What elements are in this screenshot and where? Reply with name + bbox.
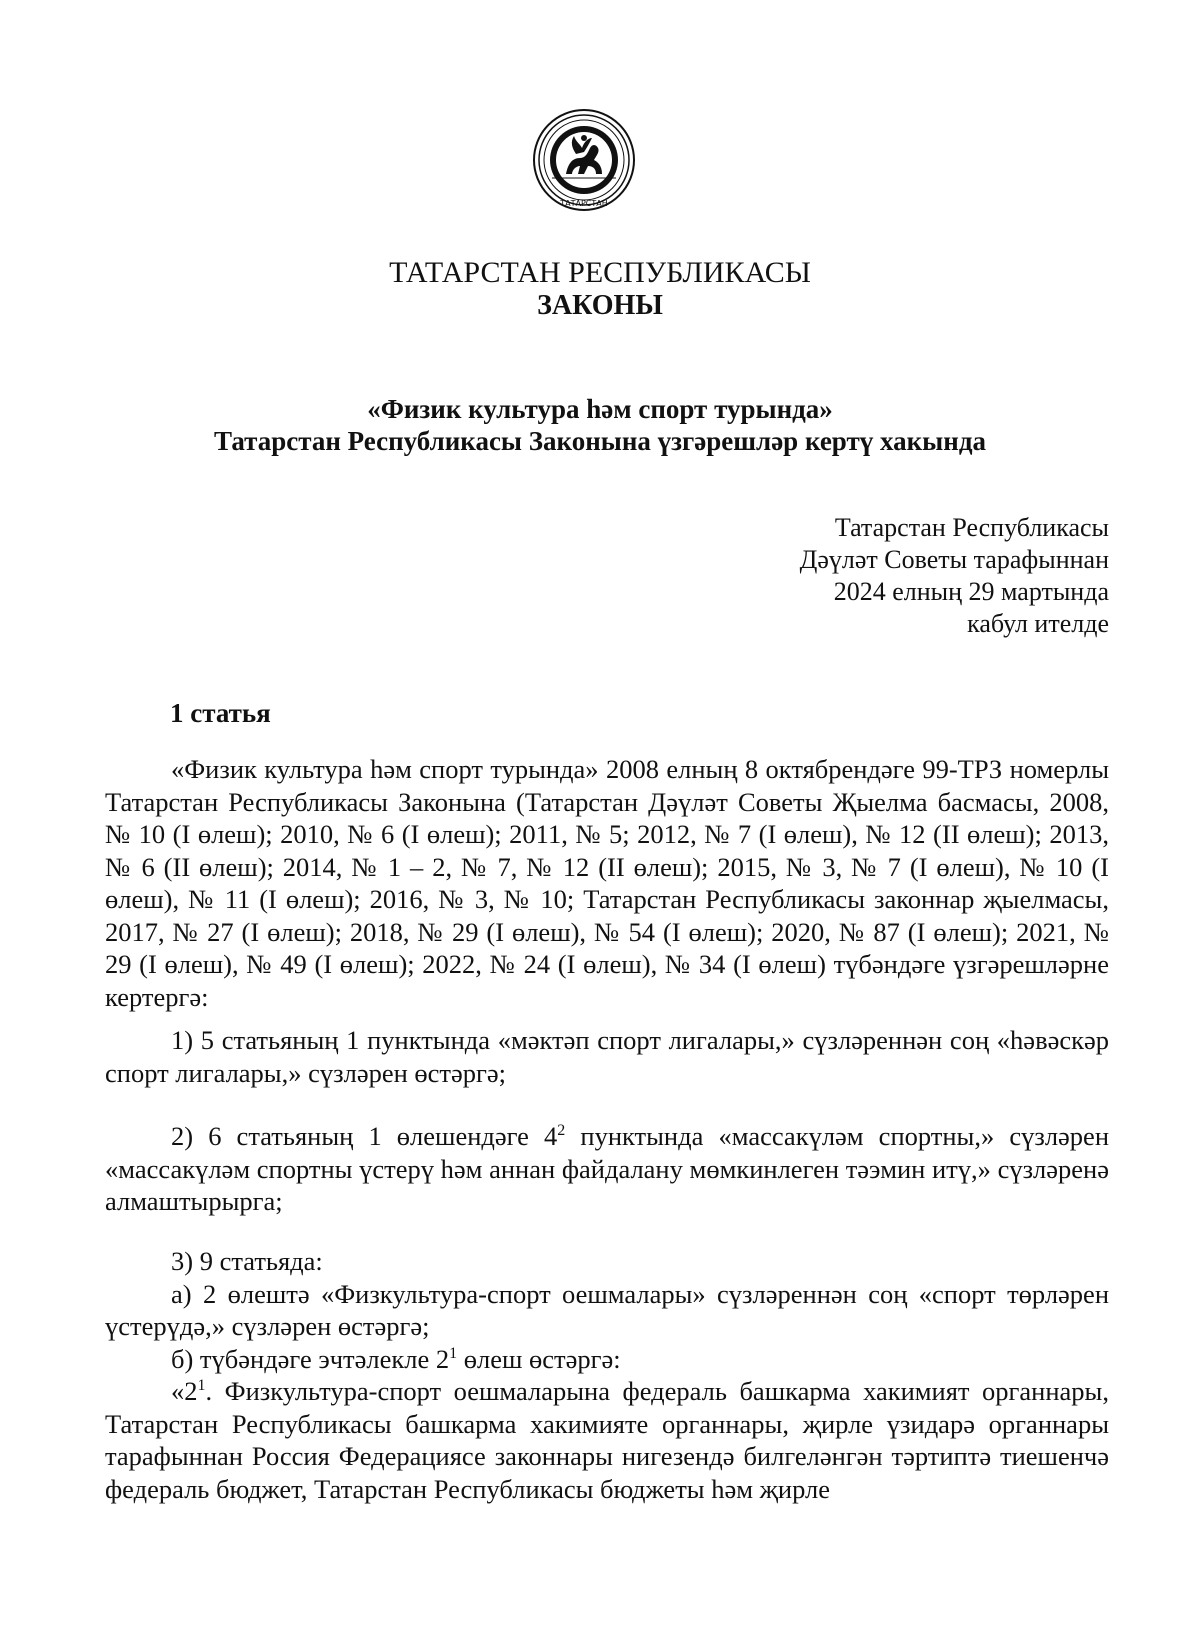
item3-heading: 3) 9 статьяда: [171,1246,323,1276]
item3-subitem-a: а) 2 өлештә «Физкультура-спорт оешмалары» сүзләреннән соң «спорт төрләрен үстерүдә,» сүзләрен өстәргә; [105,1278,1109,1341]
tatarstan-emblem-icon [532,108,636,216]
adoption-block [800,512,1109,640]
adoption-line: Дәүләт Советы тарафыннан [799,545,1109,574]
document-type-heading: ЗАКОНЫ [537,290,663,321]
intro-paragraph: «Физик культура һәм спорт турында» 2008 елның 8 октябрендәге 99-ТРЗ номерлы Татарстан Республикасы Законына (Татарстан Дәүләт Советы Җыелма басмасы, 2008, № 10 (I өлеш); 2010, № 6 (I өлеш); 2011, № 5; 2012, № 7 (I өлеш), № 12 (II өлеш); 2013, № 6 (II өлеш); 2014, № 1 – 2, № 7, № 12 (II өлеш); 2015, № 3, № 7 (I өлеш), № 10 (I өлеш), № 11 (I өлеш); 2016, № 3, № 10; Татарстан Республикасы законнар җыелмасы, 2017, № 27 (I өлеш); 2018, № 29 (I өлеш), № 54 (I өлеш); 2020, № 87 (I өлеш); 2021, № 29 (I өлеш), № 49 (I өлеш); 2022, № 24 (I өлеш), № 34 (I өлеш) түбәндәге үзгәрешләрне кертергә: [105,754,1109,1012]
amendment-item-2: 2) 6 статьяның 1 өлешендәге $4^2$ пунктында «массакүләм спортны,» сүзләрен «массакүләм спортны үстерү һәм аннан файдалану мөмкинлеген тәэмин итү,» сүзләренә алмаштырырга; [105,1121,1109,1216]
emblem-caption-text: ТАТАРСТАН [560,199,608,208]
item3-quoted-text: «$2^1$. Физкультура-спорт оешмаларына федераль башкарма хакимият органнары, Татарстан Республикасы башкарма хакимияте органнары, җирле үзидарә органнары тарафыннан Россия Федерациясе законнары нигезендә билгеләнгән тәртиптә тиешенчә федераль бюджет, Татарстан Республикасы бюджеты һәм җирле [105,1376,1109,1504]
state-name-heading: ТАТАРСТАН РЕСПУБЛИКАСЫ [389,256,811,289]
amendment-item-3 [105,1245,1109,1505]
adoption-line: Татарстан Республикасы [834,513,1109,542]
item3-subitem-b: б) түбәндәге эчтәлекле $2^1$ өлеш өстәргә: [171,1343,621,1374]
article-heading: 1 статья [170,698,271,728]
adoption-line: 2024 елның 29 мартында [833,577,1109,606]
adoption-line: кабул ителде [967,609,1109,638]
law-title-line2: Татарстан Республикасы Законына үзгәрешләр кертү хакында [214,426,986,456]
law-title-line1: «Физик культура һәм спорт турында» [367,394,833,424]
amendment-item-1: 1) 5 статьяның 1 пунктында «мәктәп спорт лигалары,» сүзләреннән соң «һәвәскәр спорт лигалары,» сүзләрен өстәргә; [105,1025,1109,1088]
